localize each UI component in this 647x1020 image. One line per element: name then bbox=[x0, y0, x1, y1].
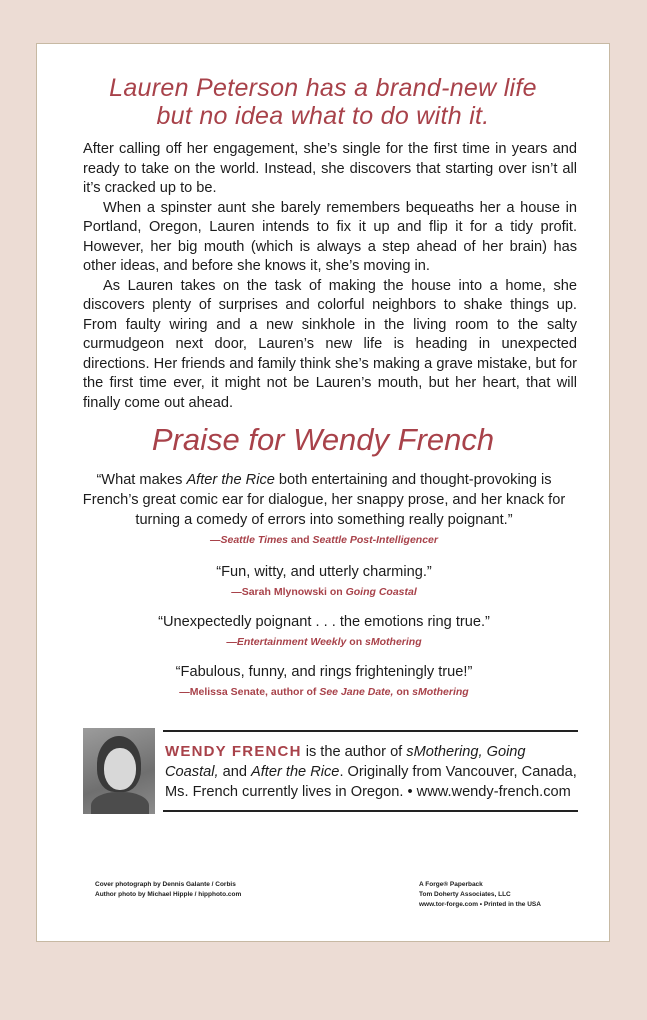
quote-attribution bbox=[67, 585, 581, 599]
quote-text: “Fabulous, funny, and rings frighteningly true!” bbox=[175, 664, 473, 680]
author-name: WENDY FRENCH bbox=[165, 743, 302, 760]
headline bbox=[37, 74, 609, 130]
synopsis-paragraph: When a spinster aunt she barely remembers bequeaths her a house in Portland, Oregon, Lauren intends to fix it up and flip it for a tidy profit. However, her big mouth (which is always a step ahead of her brain) has other ideas, and before she knows it, she’s moving in. bbox=[83, 199, 577, 274]
back-cover bbox=[36, 43, 610, 942]
quote-attribution bbox=[67, 685, 581, 699]
author-photo bbox=[83, 728, 155, 814]
attribution-book: sMothering bbox=[412, 686, 469, 698]
publisher-line: www.tor-forge.com • Printed in the USA bbox=[419, 901, 541, 908]
praise-quote bbox=[67, 612, 581, 649]
quote-text: “Fun, witty, and utterly charming.” bbox=[216, 564, 432, 580]
bio-divider-top bbox=[163, 730, 578, 732]
publisher-line: Tom Doherty Associates, LLC bbox=[419, 891, 511, 898]
attribution-book: Going Coastal bbox=[345, 586, 417, 598]
quote-attribution bbox=[67, 533, 581, 547]
credit-line: Author photo by Michael Hipple / hipphoto.com bbox=[95, 891, 242, 898]
praise-quote bbox=[67, 562, 581, 599]
attribution-source: Seattle Times bbox=[220, 534, 289, 546]
quote-attribution bbox=[67, 635, 581, 649]
attribution-dash: — bbox=[210, 534, 221, 546]
attribution-book: sMothering bbox=[365, 636, 422, 648]
attribution-source: Entertainment Weekly bbox=[236, 636, 347, 648]
bio-book-title: After the Rice bbox=[251, 764, 340, 780]
synopsis-paragraph: As Lauren takes on the task of making the house into a home, she discovers plenty of surprises and colorful neighbors to shake things up. From faulty wiring and a new sinkhole in the living room to the salty curmudgeon next door, Lauren’s new life is heading in unexpected directions. Her friends and family think she’s making a grave mistake, but for the first time ever, it might not be Lauren’s mouth, but her heart, that will finally come out ahead. bbox=[83, 277, 577, 411]
quote-text-part: both entertaining and thought-provoking is French’s great comic ear for dialogue, her snappy prose, and her knack for turning a comedy of errors into something really poignant.” bbox=[82, 472, 566, 528]
author-photo-face bbox=[104, 748, 136, 790]
quote-text-part: “What makes bbox=[96, 472, 187, 488]
author-bio bbox=[165, 742, 579, 802]
bio-divider-bottom bbox=[163, 810, 578, 812]
attribution-book: See Jane Date, bbox=[319, 686, 394, 698]
synopsis-paragraph: After calling off her engagement, she’s single for the first time in years and ready to take on the world. Instead, she discovers that starting over isn’t all it’s cracked up to be. bbox=[83, 141, 577, 196]
synopsis bbox=[83, 140, 577, 413]
headline-line-1: Lauren Peterson has a brand-new life bbox=[109, 74, 537, 102]
attribution-conj: and bbox=[288, 534, 313, 546]
praise-quote bbox=[67, 662, 581, 699]
bio-text: and bbox=[218, 764, 252, 780]
quote-text: “Unexpectedly poignant . . . the emotions ring true.” bbox=[158, 614, 490, 630]
quote-text bbox=[67, 470, 581, 530]
photo-credits bbox=[95, 880, 241, 900]
bio-book-titles: sMothering, Going Coastal, bbox=[165, 744, 526, 780]
praise-title: Praise for Wendy French bbox=[151, 422, 495, 457]
attribution-conj: on bbox=[346, 636, 366, 648]
attribution-dash: — bbox=[226, 636, 237, 648]
attribution-author: —Sarah Mlynowski on bbox=[231, 586, 346, 598]
praise-quote bbox=[67, 470, 581, 547]
bio-text: is the author of bbox=[301, 744, 407, 760]
publisher-info bbox=[419, 880, 541, 910]
attribution-author: —Melissa Senate, author of bbox=[179, 686, 320, 698]
credit-line: Cover photograph by Dennis Galante / Corbis bbox=[95, 881, 236, 888]
bio-text: . Originally from Vancouver, Canada, Ms. French currently lives in Oregon. • www.wendy-french.com bbox=[165, 764, 577, 800]
attribution-conj: on bbox=[393, 686, 413, 698]
headline-line-2: but no idea what to do with it. bbox=[156, 102, 490, 130]
publisher-line: A Forge® Paperback bbox=[419, 881, 483, 888]
author-photo-shoulders bbox=[91, 792, 149, 814]
quote-book-title: After the Rice bbox=[186, 472, 275, 488]
attribution-source: Seattle Post-Intelligencer bbox=[312, 534, 438, 546]
